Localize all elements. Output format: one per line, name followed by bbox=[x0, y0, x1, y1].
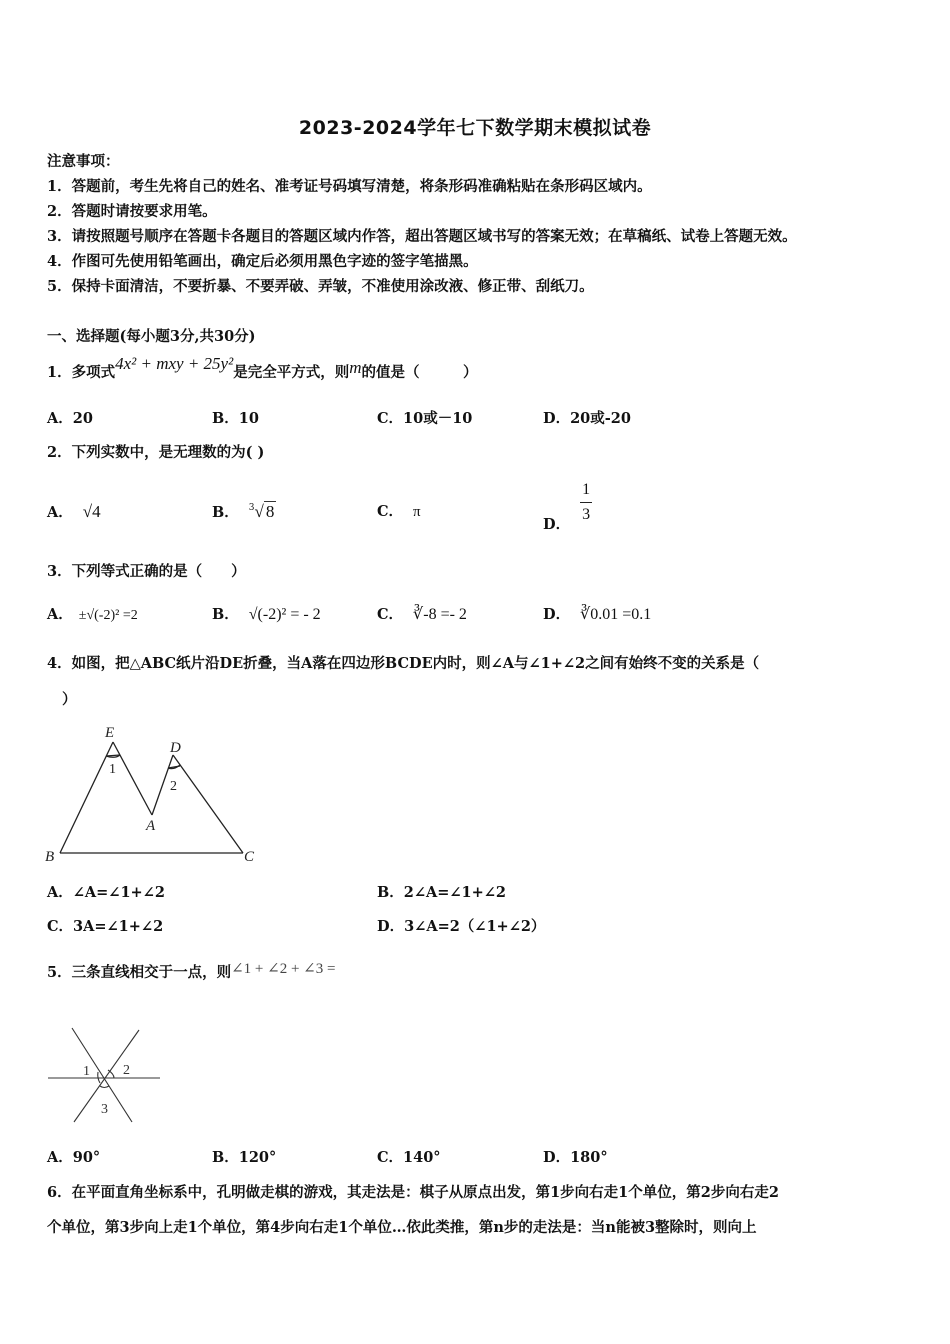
note-item: 2．答题时请按要求用笔。 bbox=[47, 203, 217, 220]
q3-option-d bbox=[543, 605, 651, 625]
q5-prefix: 5．三条直线相交于一点，则 bbox=[47, 964, 232, 981]
note-item: 3．请按照题号顺序在答题卡各题目的答题区域内作答，超出答题区域书写的答案无效；在草稿纸、试卷上答题无效。 bbox=[47, 228, 797, 245]
question-2: 2．下列实数中，是无理数的为( ) bbox=[47, 444, 265, 461]
q1-middle: 是完全平方式，则 bbox=[233, 364, 350, 381]
q1-option-b: B．10 bbox=[212, 410, 259, 427]
q5-option-d: D．180° bbox=[543, 1149, 608, 1166]
q4-triangle-figure bbox=[40, 722, 270, 872]
q2-label-a: A． bbox=[47, 504, 73, 521]
q3-d-expr: ∛0.01 =0.1 bbox=[580, 606, 652, 623]
page-title: 2023-2024学年七下数学期末模拟试卷 bbox=[298, 117, 652, 139]
q3-option-b bbox=[212, 605, 321, 625]
q5-label-angle-1: 1 bbox=[83, 1064, 90, 1079]
q4-option-a: A．∠A=∠1+∠2 bbox=[47, 884, 165, 901]
q5-label-angle-2: 2 bbox=[123, 1063, 130, 1078]
question-3: 3．下列等式正确的是（ ） bbox=[47, 563, 246, 580]
q3-label-b: B． bbox=[212, 606, 239, 623]
question-4: 4．如图，把△ABC纸片沿DE折叠，当A落在四边形BCDE内时，则∠A与∠1+∠2之间有始终不变的关系是（ bbox=[47, 655, 760, 672]
q2-option-a bbox=[47, 502, 101, 523]
q3-c-expr: ∛-8 =- 2 bbox=[413, 606, 467, 623]
q5-expression: ∠1 + ∠2 + ∠3 = bbox=[231, 961, 336, 977]
q1-expression: 4x² + mxy + 25y² bbox=[115, 354, 234, 373]
q5-angle-2-arc bbox=[108, 1070, 114, 1078]
q4-label-A: A bbox=[146, 818, 156, 834]
q4-option-d: D．3∠A=2（∠1+∠2） bbox=[377, 918, 546, 935]
section-heading: 一、选择题(每小题3分,共30分) bbox=[47, 328, 256, 345]
q5-angle-3-arc bbox=[100, 1086, 109, 1088]
q4-option-c: C．3A=∠1+∠2 bbox=[47, 918, 164, 935]
q3-label-a: A． bbox=[47, 606, 73, 623]
q2-b-radicand: 8 bbox=[265, 502, 275, 521]
q1-var: m bbox=[349, 358, 362, 377]
q2-label-c: C． bbox=[377, 503, 404, 520]
q2-option-b: B． $^3$√ 8 bbox=[212, 502, 275, 521]
question-6-cont: 个单位，第3步向上走1个单位，第4步向右走1个单位…依此类推，第n步的走法是：当n能被3整除时，则向上 bbox=[47, 1219, 757, 1236]
q3-label-d: D． bbox=[543, 606, 571, 623]
q4-option-b: B．2∠A=∠1+∠2 bbox=[377, 884, 507, 901]
q5-option-b: B．120° bbox=[212, 1149, 277, 1166]
q4-label-C: C bbox=[244, 849, 255, 865]
q2-option-c bbox=[377, 502, 421, 522]
q2-a-expr: √4 bbox=[82, 502, 101, 521]
q5-option-c: C．140° bbox=[377, 1149, 441, 1166]
q3-option-c bbox=[377, 605, 467, 625]
q4-label-B: B bbox=[45, 849, 55, 865]
q1-option-a: A．20 bbox=[47, 410, 93, 427]
question-6: 6．在平面直角坐标系中，孔明做走棋的游戏，其走法是：棋子从原点出发，第1步向右走1个单位，第2步向右走2 bbox=[47, 1184, 779, 1201]
q2-label-d: D． bbox=[543, 515, 571, 533]
q2-label-b: B． bbox=[212, 504, 239, 521]
question-4-cont: ） bbox=[62, 691, 77, 708]
q4-label-angle-2: 2 bbox=[170, 779, 177, 794]
q2-c-expr: π bbox=[413, 504, 421, 520]
notes-heading: 注意事项： bbox=[47, 153, 120, 170]
q4-label-E: E bbox=[105, 725, 115, 741]
q2-option-d bbox=[543, 480, 592, 533]
q4-label-D: D bbox=[170, 740, 181, 756]
question-5 bbox=[47, 963, 335, 983]
q1-option-c: C．10或－10 bbox=[377, 410, 473, 427]
q3-a-expr: ±√(-2)² =2 bbox=[78, 608, 138, 623]
q4-line-DC bbox=[173, 755, 243, 853]
q5-lines-figure bbox=[44, 1022, 169, 1127]
q1-option-d: D．20或-20 bbox=[543, 410, 631, 427]
q3-b-expr: √(-2)² = - 2 bbox=[248, 606, 321, 623]
note-item: 5．保持卡面清洁，不要折暴、不要弄破、弄皱，不准使用涂改液、修正带、刮纸刀。 bbox=[47, 278, 594, 295]
q5-label-angle-3: 3 bbox=[101, 1102, 108, 1117]
q4-line-EA bbox=[113, 742, 152, 815]
question-1 bbox=[47, 354, 478, 383]
q2-d-denominator: 3 bbox=[582, 506, 591, 523]
q4-label-angle-1: 1 bbox=[109, 762, 116, 777]
note-item: 4．作图可先使用铅笔画出，确定后必须用黑色字迹的签字笔描黑。 bbox=[47, 253, 478, 270]
note-item: 1．答题前，考生先将自己的姓名、准考证号码填写清楚，将条形码准确粘贴在条形码区域内。 bbox=[47, 178, 652, 195]
q4-line-BE bbox=[60, 742, 113, 853]
q1-prefix: 1．多项式 bbox=[47, 364, 116, 381]
q2-d-numerator: 1 bbox=[582, 481, 591, 498]
q3-option-a bbox=[47, 605, 138, 626]
q3-label-c: C． bbox=[377, 606, 404, 623]
q2-b-index: 3 bbox=[248, 503, 255, 513]
q1-suffix: 的值是（ ） bbox=[361, 364, 478, 381]
q2-d-fraction bbox=[580, 480, 592, 525]
q5-option-a: A．90° bbox=[47, 1149, 101, 1166]
